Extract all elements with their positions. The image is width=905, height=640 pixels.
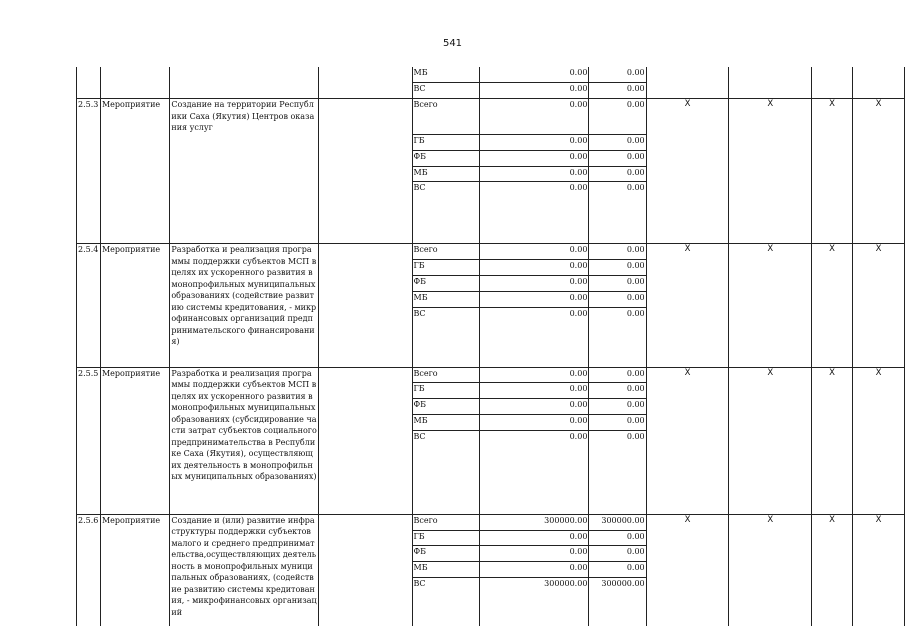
value-cell: 300000.00 — [589, 578, 646, 626]
mark-cell: X — [852, 244, 904, 367]
name-cell: Разработка и реализация программы поддержки субъектов МСП в целях их ускоренного развития в монопрофильных муниципальных образованиях (содействие развитию системы кредитования, - микрофинансовых организаций предпринимательского финансирования) — [170, 244, 319, 367]
source-cell: ВС — [412, 578, 479, 626]
value-cell: 0.00 — [479, 166, 589, 182]
value-cell: 0.00 — [479, 276, 589, 292]
mark-cell: X — [812, 244, 853, 367]
source-cell: ГБ — [412, 135, 479, 151]
value-cell: 0.00 — [589, 135, 646, 151]
source-cell: ВС — [412, 307, 479, 367]
value-cell: 0.00 — [589, 530, 646, 546]
mark-cell: X — [812, 99, 853, 244]
value-cell: 0.00 — [479, 135, 589, 151]
type-cell: Мероприятие — [100, 367, 169, 514]
value-cell: 300000.00 — [479, 578, 589, 626]
mark-cell: X — [729, 99, 812, 244]
value-cell: 0.00 — [589, 562, 646, 578]
source-cell: МБ — [412, 67, 479, 83]
value-cell: 0.00 — [589, 546, 646, 562]
value-cell: 0.00 — [479, 291, 589, 307]
mark-cell — [812, 67, 853, 99]
mark-cell: X — [729, 244, 812, 367]
table-row — [77, 244, 905, 260]
source-cell: ФБ — [412, 276, 479, 292]
mark-cell: X — [852, 514, 904, 625]
value-cell: 0.00 — [479, 83, 589, 99]
budget-table — [76, 67, 905, 626]
value-cell: 0.00 — [479, 307, 589, 367]
source-cell: ФБ — [412, 546, 479, 562]
source-cell: МБ — [412, 562, 479, 578]
value-cell: 0.00 — [479, 530, 589, 546]
value-cell: 0.00 — [479, 67, 589, 83]
source-cell: Всего — [412, 244, 479, 260]
source-cell: ГБ — [412, 383, 479, 399]
value-cell: 0.00 — [479, 367, 589, 383]
table-row — [77, 367, 905, 383]
source-cell: ГБ — [412, 530, 479, 546]
mark-cell — [646, 67, 729, 99]
source-cell: МБ — [412, 291, 479, 307]
value-cell: 0.00 — [589, 307, 646, 367]
value-cell: 0.00 — [479, 99, 589, 135]
mark-cell: X — [646, 244, 729, 367]
name-cell — [170, 67, 319, 99]
source-cell: МБ — [412, 415, 479, 431]
value-cell: 0.00 — [479, 546, 589, 562]
source-cell: Всего — [412, 514, 479, 530]
mark-cell — [852, 67, 904, 99]
value-cell: 0.00 — [589, 67, 646, 83]
value-cell: 0.00 — [479, 383, 589, 399]
code-cell: 2.5.6 — [77, 514, 101, 625]
value-cell: 0.00 — [479, 399, 589, 415]
code-cell: 2.5.5 — [77, 367, 101, 514]
name-cell: Создание и (или) развитие инфраструктуры поддержки субъектов малого и среднего предпринимательства,осуществляющих деятельность в монопрофильных муниципальных образованиях, (содействие развитию системы кредитования, - микрофинансовых организаций — [170, 514, 319, 625]
value-cell: 0.00 — [589, 415, 646, 431]
mark-cell: X — [646, 99, 729, 244]
value-cell: 0.00 — [589, 291, 646, 307]
value-cell: 0.00 — [589, 383, 646, 399]
source-cell: ВС — [412, 83, 479, 99]
source-cell: ФБ — [412, 150, 479, 166]
mark-cell: X — [812, 514, 853, 625]
type-cell: Мероприятие — [100, 514, 169, 625]
value-cell: 0.00 — [589, 430, 646, 514]
source-cell: ВС — [412, 182, 479, 244]
source-cell: Всего — [412, 99, 479, 135]
value-cell: 300000.00 — [479, 514, 589, 530]
mark-cell: X — [852, 367, 904, 514]
value-cell: 0.00 — [589, 399, 646, 415]
mark-cell: X — [646, 514, 729, 625]
value-cell: 0.00 — [479, 244, 589, 260]
mark-cell: X — [729, 367, 812, 514]
value-cell: 0.00 — [589, 260, 646, 276]
value-cell: 0.00 — [589, 367, 646, 383]
spacer-cell — [318, 244, 412, 367]
value-cell: 0.00 — [589, 150, 646, 166]
spacer-cell — [318, 514, 412, 625]
type-cell: Мероприятие — [100, 99, 169, 244]
value-cell: 0.00 — [479, 182, 589, 244]
value-cell: 0.00 — [479, 562, 589, 578]
value-cell: 0.00 — [589, 166, 646, 182]
name-cell: Создание на территории Республики Саха (Якутия) Центров оказания услуг — [170, 99, 319, 244]
value-cell: 0.00 — [589, 182, 646, 244]
value-cell: 0.00 — [479, 415, 589, 431]
spacer-cell — [318, 367, 412, 514]
mark-cell: X — [729, 514, 812, 625]
page-number: 541 — [442, 38, 463, 49]
source-cell: ФБ — [412, 399, 479, 415]
value-cell: 0.00 — [479, 150, 589, 166]
value-cell: 0.00 — [479, 260, 589, 276]
source-cell: ГБ — [412, 260, 479, 276]
spacer-cell — [318, 67, 412, 99]
type-cell — [100, 67, 169, 99]
mark-cell: X — [852, 99, 904, 244]
value-cell: 0.00 — [589, 99, 646, 135]
value-cell: 0.00 — [589, 83, 646, 99]
mark-cell: X — [812, 367, 853, 514]
table-row — [77, 514, 905, 530]
code-cell — [77, 67, 101, 99]
name-cell: Разработка и реализация программы поддержки субъектов МСП в целях их ускоренного развития в монопрофильных муниципальных образованиях (субсидирование части затрат субъектов социального предпринимательства в Республике Саха (Якутия), осуществляющих деятельность в монопрофильных муниципальных образованиях) — [170, 367, 319, 514]
table-row — [77, 67, 905, 83]
source-cell: ВС — [412, 430, 479, 514]
value-cell: 0.00 — [589, 244, 646, 260]
code-cell: 2.5.3 — [77, 99, 101, 244]
source-cell: Всего — [412, 367, 479, 383]
type-cell: Мероприятие — [100, 244, 169, 367]
value-cell: 300000.00 — [589, 514, 646, 530]
spacer-cell — [318, 99, 412, 244]
value-cell: 0.00 — [479, 430, 589, 514]
mark-cell: X — [646, 367, 729, 514]
table-row — [77, 99, 905, 135]
code-cell: 2.5.4 — [77, 244, 101, 367]
value-cell: 0.00 — [589, 276, 646, 292]
mark-cell — [729, 67, 812, 99]
source-cell: МБ — [412, 166, 479, 182]
